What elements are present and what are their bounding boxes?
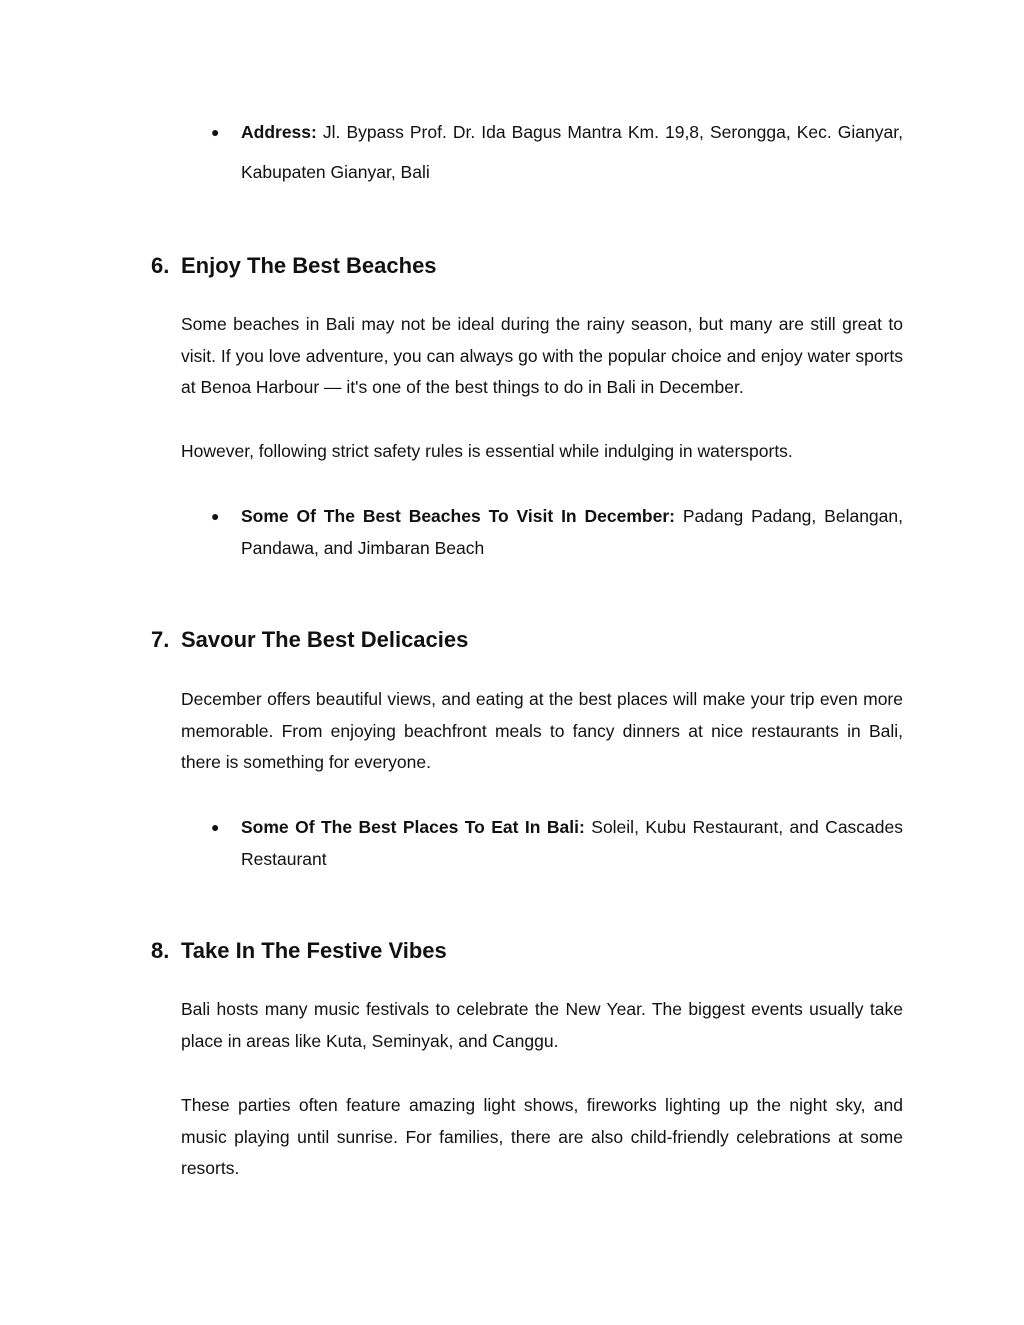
bullet-text	[241, 500, 903, 564]
section-heading-7	[151, 626, 468, 654]
section-7-paragraph-1: December offers beautiful views, and eating at the best places will make your trip even more memorable. From enjoying beachfront meals to fancy dinners at nice restaurants in Bali, there is something for everyone.	[181, 689, 903, 773]
bullet-dot: ●	[211, 819, 220, 835]
section-6-paragraph-2: However, following strict safety rules is essential while indulging in watersports.	[181, 441, 793, 461]
section-number: 7.	[151, 627, 170, 652]
section-6-paragraph-1: Some beaches in Bali may not be ideal during the rainy season, but many are still great to visit. If you love adventure, you can always go with the popular choice and enjoy water sports at Benoa Harbour — it's one of the best things to do in Bali in December.	[181, 314, 903, 398]
section-7-bullet	[211, 811, 903, 875]
section-8-paragraph-2: These parties often feature amazing light shows, fireworks lighting up the night sky, and music playing until sunrise. For families, there are also child-friendly celebrations at some resorts.	[181, 1095, 903, 1179]
bullet-label: Some Of The Best Places To Eat In Bali:	[241, 817, 585, 837]
address-value: Jl. Bypass Prof. Dr. Ida Bagus Mantra Km. 19,8, Serongga, Kec. Gianyar, Kabupaten Gianyar, Bali	[241, 122, 903, 182]
section-title: Enjoy The Best Beaches	[181, 253, 437, 278]
section-number: 8.	[151, 938, 170, 963]
section-heading-8	[151, 937, 447, 965]
section-8-paragraph-1: Bali hosts many music festivals to celebrate the New Year. The biggest events usually take place in areas like Kuta, Seminyak, and Canggu.	[181, 999, 903, 1051]
bullet-value: Padang Padang, Belangan, Pandawa, and Jimbaran Beach	[241, 506, 903, 558]
bullet-dot: ●	[211, 508, 220, 524]
section-title: Savour The Best Delicacies	[181, 627, 469, 652]
section-6-bullet	[211, 500, 903, 564]
bullet-label: Some Of The Best Beaches To Visit In December:	[241, 506, 675, 526]
section-title: Take In The Festive Vibes	[181, 938, 447, 963]
address-bullet	[211, 112, 903, 192]
bullet-text	[241, 811, 903, 875]
address-label: Address:	[241, 122, 317, 142]
bullet-value: Soleil, Kubu Restaurant, and Cascades Restaurant	[241, 817, 903, 869]
section-heading-6	[151, 252, 437, 280]
bullet-dot: ●	[211, 124, 220, 140]
address-text	[241, 112, 903, 192]
section-number: 6.	[151, 253, 170, 278]
